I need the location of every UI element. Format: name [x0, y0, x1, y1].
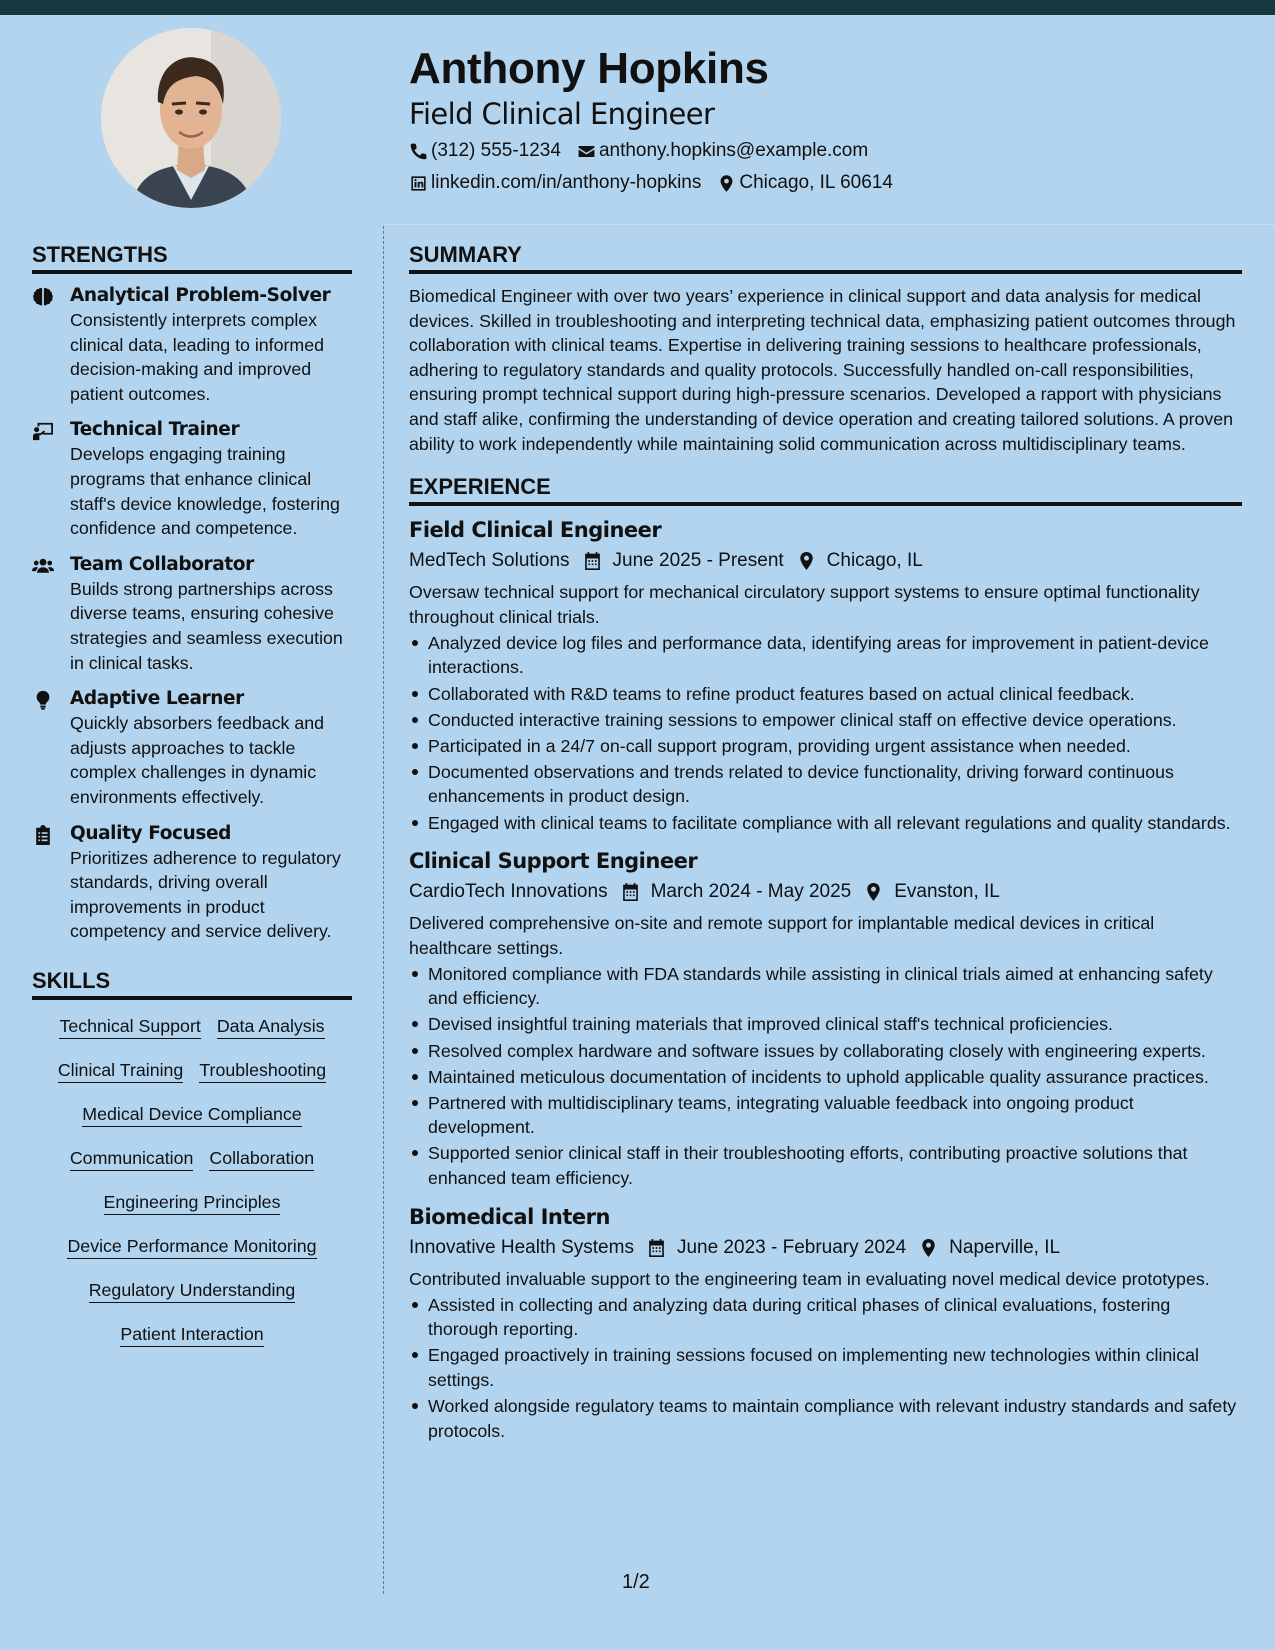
job-company: MedTech Solutions	[409, 550, 570, 572]
skill-tag: Patient Interaction	[120, 1322, 263, 1347]
skills-heading: SKILLS	[32, 966, 352, 1000]
profile-photo	[101, 28, 281, 208]
right-column	[409, 240, 1242, 1455]
column-divider	[383, 226, 384, 1594]
job-entry	[409, 847, 1242, 1191]
job-desc: Oversaw technical support for mechanical circulatory support systems to ensure optimal functionality throughout clinical trials.	[409, 582, 1200, 627]
job-entry	[409, 516, 1242, 835]
strength-title: Analytical Problem-Solver	[70, 285, 331, 306]
list-item: Worked alongside regulatory teams to maintain compliance with relevant industry standards and safety protocols.	[409, 1394, 1242, 1443]
job-dates-wrap	[622, 877, 852, 907]
strength-title: Technical Trainer	[70, 419, 240, 441]
strength-item	[32, 687, 352, 809]
strengths-heading: STRENGTHS	[32, 240, 352, 274]
job-role: Clinical Support Engineer	[409, 849, 698, 874]
experience-heading: EXPERIENCE	[409, 472, 1242, 506]
strength-desc: Develops engaging training programs that enhance clinical staff's device knowledge, fostering confidence and competence.	[70, 444, 340, 539]
skills-list	[32, 1014, 352, 1366]
job-location: Chicago, IL	[826, 550, 923, 572]
list-item: Assisted in collecting and analyzing data during critical phases of clinical evaluations, fostering thorough reporting.	[409, 1293, 1242, 1342]
map-marker-icon	[798, 552, 815, 570]
strength-title: Adaptive Learner	[70, 688, 244, 710]
list-item: Engaged proactively in training sessions focused on implementing new technologies within clinical settings.	[409, 1343, 1242, 1392]
list-item: Maintained meticulous documentation of incidents to uphold applicable quality assurance practices.	[409, 1065, 1242, 1090]
skill-tag: Clinical Training	[58, 1058, 184, 1083]
strength-desc: Builds strong partnerships across diverse teams, ensuring cohesive strategies and seamless execution in clinical tasks.	[70, 578, 343, 673]
strength-item	[32, 418, 352, 540]
map-marker-icon	[920, 1239, 937, 1257]
list-item: Partnered with multidisciplinary teams, integrating valuable feedback into ongoing product development.	[409, 1091, 1242, 1140]
job-company: Innovative Health Systems	[409, 1236, 634, 1258]
candidate-title: Field Clinical Engineer	[409, 97, 715, 131]
email-text: anthony.hopkins@example.com	[598, 140, 869, 161]
job-dates-wrap	[648, 1233, 906, 1263]
job-location: Naperville, IL	[949, 1236, 1061, 1258]
calendar-icon	[648, 1239, 665, 1257]
job-company: CardioTech Innovations	[409, 881, 608, 903]
job-desc: Delivered comprehensive on-site and remote support for implantable medical devices in critical healthcare settings.	[409, 913, 1155, 958]
phone-icon	[409, 142, 428, 161]
strength-desc: Prioritizes adherence to regulatory standards, driving overall improvements in product competency and service delivery.	[70, 847, 341, 942]
page-number: 1/2	[622, 1571, 650, 1593]
job-dates: March 2024 - May 2025	[650, 881, 852, 903]
calendar-icon	[622, 883, 639, 901]
strength-title: Team Collaborator	[70, 553, 254, 575]
skill-tag: Data Analysis	[217, 1014, 325, 1039]
skill-tag: Device Performance Monitoring	[67, 1234, 316, 1259]
email-contact[interactable]	[577, 140, 868, 162]
header-divider	[384, 224, 1275, 225]
top-accent-bar	[0, 0, 1275, 15]
job-bullets	[409, 1293, 1242, 1444]
users-icon	[32, 556, 54, 576]
list-item: Participated in a 24/7 on-call support program, providing urgent assistance when needed.	[409, 734, 1242, 759]
list-item: Collaborated with R&D teams to refine product features based on actual clinical feedback.	[409, 682, 1242, 707]
envelope-icon	[577, 142, 596, 161]
job-bullets	[409, 631, 1242, 835]
list-item: Analyzed device log files and performance data, identifying areas for improvement in patient-device interactions.	[409, 631, 1242, 680]
job-meta	[409, 1233, 1242, 1263]
job-dates: June 2023 - February 2024	[676, 1236, 907, 1258]
strength-desc: Quickly absorbers feedback and adjusts approaches to tackle complex challenges in dynamic environments effectively.	[70, 713, 325, 807]
skill-tag: Medical Device Compliance	[82, 1102, 301, 1127]
skill-tag: Engineering Principles	[104, 1190, 281, 1215]
job-role: Biomedical Intern	[409, 1204, 610, 1229]
list-item: Resolved complex hardware and software issues by collaborating closely with engineering experts.	[409, 1039, 1242, 1064]
linkedin-text: linkedin.com/in/anthony-hopkins	[431, 172, 702, 193]
job-bullets	[409, 962, 1242, 1191]
list-item: Devised insightful training materials that improved clinical staff's technical proficiencies.	[409, 1012, 1242, 1037]
strength-desc: Consistently interprets complex clinical data, leading to informed decision-making and improved patient outcomes.	[70, 310, 325, 404]
list-item: Monitored compliance with FDA standards while assisting in clinical trials aimed at enhancing safety and efficiency.	[409, 962, 1242, 1011]
job-dates: June 2025 - Present	[612, 550, 784, 572]
location-text: Chicago, IL 60614	[739, 172, 893, 193]
phone-contact[interactable]	[409, 140, 561, 162]
avatar	[101, 28, 281, 208]
job-location-wrap	[865, 877, 1000, 907]
job-desc: Contributed invaluable support to the engineering team in evaluating novel medical device prototypes.	[409, 1268, 1210, 1289]
strength-item	[32, 553, 352, 675]
skill-tag: Collaboration	[209, 1146, 314, 1171]
list-item: Documented observations and trends related to device functionality, driving forward continuous enhancements in product design.	[409, 760, 1242, 809]
job-role: Field Clinical Engineer	[409, 518, 662, 543]
skill-tag: Troubleshooting	[199, 1058, 326, 1083]
summary-text: Biomedical Engineer with over two years’ experience in clinical support and data analysis for medical devices. Skilled in troubleshooting and interpreting technical data, emphasizing patient outcomes through collaboration with clinical teams. Expertise in delivering training sessions to healthcare professionals, adhering to regulatory standards and quality protocols. Successfully handled on-call responsibilities, ensuring prompt technical support during high-pressure scenarios. Developed a rapport with physicians and staff alike, confirming the understanding of device operation and creating tailored solutions. A proven ability to work independently while maintaining solid communication across multidisciplinary teams.	[409, 286, 1236, 454]
job-location-wrap	[920, 1233, 1060, 1263]
job-dates-wrap	[584, 546, 784, 576]
skill-tag: Regulatory Understanding	[89, 1278, 296, 1303]
summary-heading: SUMMARY	[409, 240, 1242, 274]
strength-item	[32, 284, 352, 406]
brain-icon	[32, 287, 54, 307]
job-location: Evanston, IL	[894, 881, 1000, 903]
skill-tag: Technical Support	[59, 1014, 200, 1039]
job-entry	[409, 1203, 1242, 1444]
lightbulb-icon	[32, 690, 54, 710]
location-contact	[717, 172, 893, 194]
list-item: Engaged with clinical teams to facilitate compliance with all relevant regulations and quality standards.	[409, 811, 1242, 836]
linkedin-contact[interactable]	[409, 172, 701, 194]
job-meta	[409, 877, 1242, 907]
linkedin-icon	[409, 174, 428, 193]
calendar-icon	[584, 552, 601, 570]
job-location-wrap	[798, 546, 923, 576]
map-marker-icon	[865, 883, 882, 901]
phone-text: (312) 555-1234	[431, 140, 561, 161]
chalkboard-teacher-icon	[32, 421, 54, 441]
list-item: Conducted interactive training sessions to empower clinical staff on effective device operations.	[409, 708, 1242, 733]
list-item: Supported senior clinical staff in their troubleshooting efforts, contributing proactive solutions that enhanced team efficiency.	[409, 1141, 1242, 1190]
skill-tag: Communication	[70, 1146, 194, 1171]
contact-row-2	[409, 170, 1239, 196]
resume-header	[409, 40, 1239, 196]
map-marker-icon	[717, 174, 736, 193]
candidate-name: Anthony Hopkins	[409, 44, 769, 93]
strength-title: Quality Focused	[70, 822, 231, 844]
left-column	[32, 240, 352, 1366]
clipboard-list-icon	[32, 825, 54, 845]
contact-row-1	[409, 138, 1239, 164]
strength-item	[32, 822, 352, 944]
job-meta	[409, 546, 1242, 576]
